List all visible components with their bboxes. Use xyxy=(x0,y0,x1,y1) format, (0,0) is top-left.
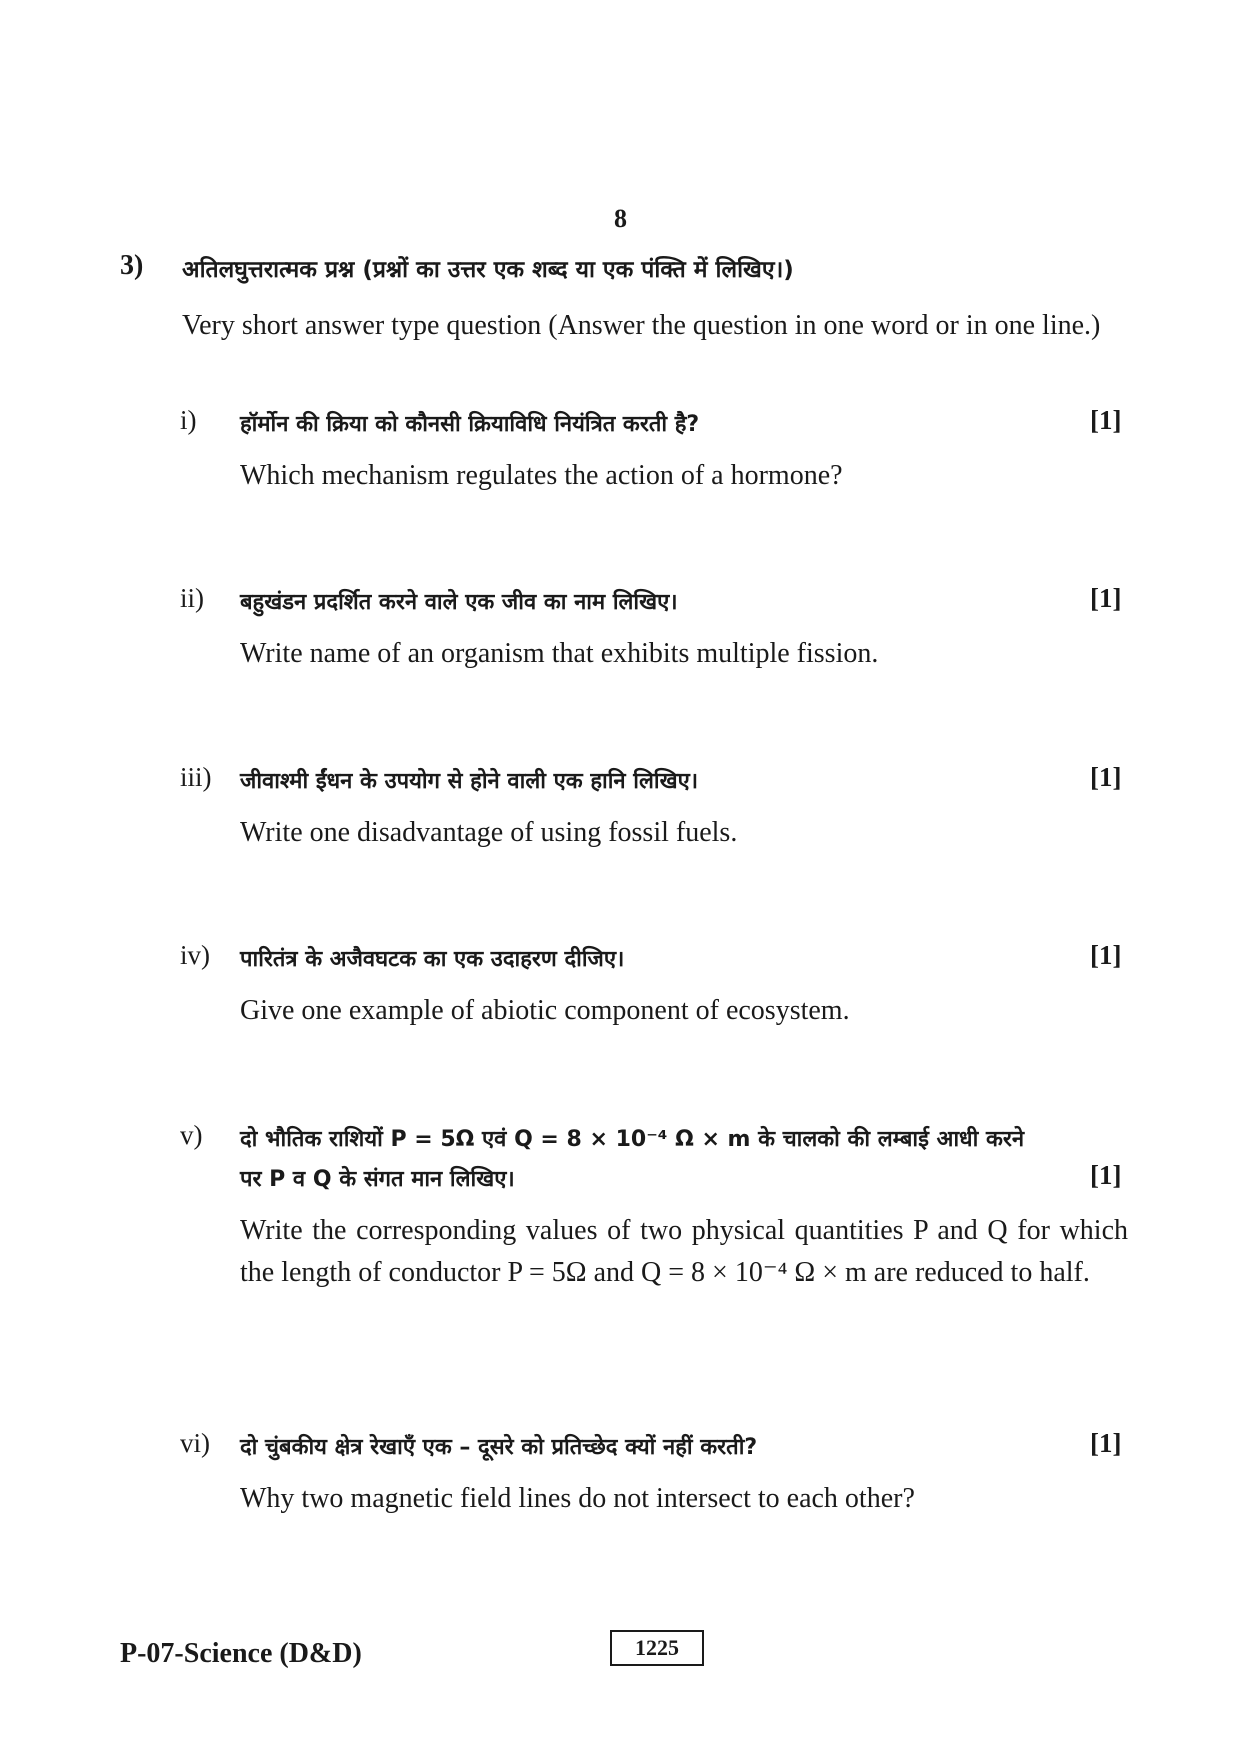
subquestion-english: Which mechanism regulates the action of a hormone? xyxy=(240,460,843,491)
question-number: 3) xyxy=(120,250,144,281)
footer-code: P-07-Science (D&D) xyxy=(120,1638,362,1669)
page-number: 8 xyxy=(614,204,627,233)
subquestion-marks: [1] xyxy=(1090,762,1122,792)
subquestion-hindi-line1: दो भौतिक राशियों P = 5Ω एवं Q = 8 × 10⁻⁴ Ω × m के चालको की लम्बाई आधी करने xyxy=(240,1127,1025,1152)
question-english: Very short answer type question (Answer the question in one word or in one line.) xyxy=(182,310,1101,341)
subquestion-label: v) xyxy=(180,1120,203,1150)
subquestion-hindi: जीवाश्मी ईंधन के उपयोग से होने वाली एक हानि लिखिए। xyxy=(240,769,699,794)
subquestion-label: iv) xyxy=(180,940,210,970)
subquestion-hindi: बहुखंडन प्रदर्शित करने वाले एक जीव का नाम लिखिए। xyxy=(240,590,678,615)
subquestion-marks: [1] xyxy=(1090,940,1122,970)
subquestion-hindi: दो चुंबकीय क्षेत्र रेखाएँ एक – दूसरे को प्रतिच्छेद क्यों नहीं करती? xyxy=(240,1435,758,1460)
subquestion-label: i) xyxy=(180,405,197,435)
subquestion-marks: [1] xyxy=(1090,1428,1122,1458)
subquestion-english: Write the corresponding values of two physical quantities P and Q for which the length of conductor P = 5Ω and Q = 8 × 10⁻⁴ Ω × m are reduced to half. xyxy=(240,1215,1128,1288)
subquestion-hindi-line2: पर P व Q के संगत मान लिखिए। xyxy=(240,1167,515,1192)
subquestion-english: Why two magnetic field lines do not intersect to each other? xyxy=(240,1483,915,1514)
subquestion-marks: [1] xyxy=(1090,1160,1122,1190)
subquestion-hindi: पारितंत्र के अजैवघटक का एक उदाहरण दीजिए। xyxy=(240,947,625,972)
subquestion-english: Give one example of abiotic component of ecosystem. xyxy=(240,995,850,1026)
subquestion-marks: [1] xyxy=(1090,405,1122,435)
subquestion-english: Write name of an organism that exhibits multiple fission. xyxy=(240,638,879,669)
subquestion-label: vi) xyxy=(180,1428,210,1458)
subquestion-label: iii) xyxy=(180,762,212,792)
subquestion-hindi: हॉर्मोन की क्रिया को कौनसी क्रियाविधि नियंत्रित करती है? xyxy=(240,412,700,437)
subquestion-marks: [1] xyxy=(1090,583,1122,613)
footer-page-box: 1225 xyxy=(610,1630,704,1666)
question-hindi: अतिलघुत्तरात्मक प्रश्न (प्रश्नों का उत्तर एक शब्द या एक पंक्ति में लिखिए।) xyxy=(182,257,794,283)
subquestion-label: ii) xyxy=(180,583,204,613)
subquestion-english: Write one disadvantage of using fossil fuels. xyxy=(240,817,738,848)
